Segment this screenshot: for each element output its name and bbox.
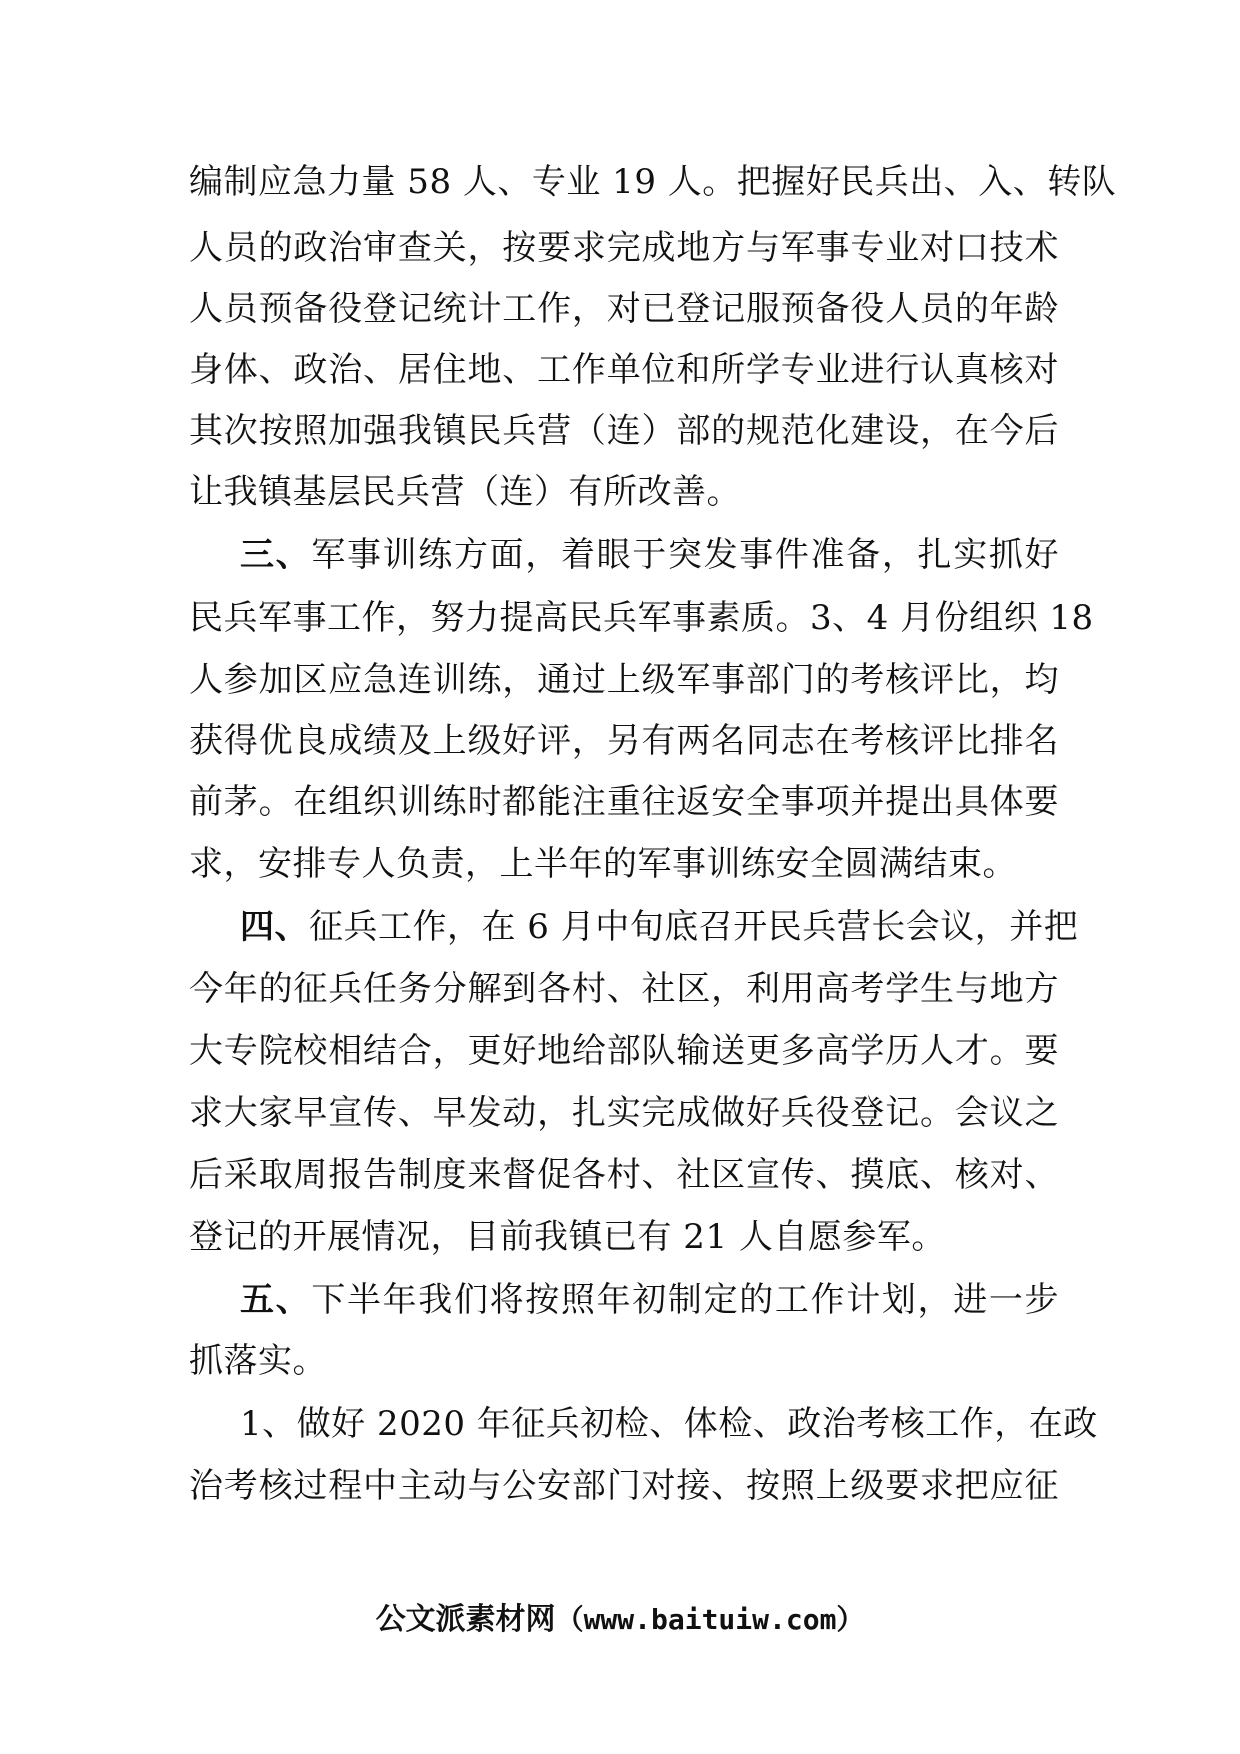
section-number: 三、: [240, 535, 312, 575]
document-line: [189, 287, 1059, 331]
line-text: 今年的征兵任务分解到各村、社区，利用高考学生与地方: [189, 969, 1059, 1009]
line-text: 人参加区应急连训练，通过上级军事部门的考核评比，均: [189, 660, 1059, 700]
line-text: 人员的政治审查关，按要求完成地方与军事专业对口技术: [189, 228, 1059, 268]
footer-site-name: 公文派素材网: [375, 1602, 556, 1637]
document-line: [189, 1215, 1059, 1259]
document-line: [189, 470, 1059, 514]
line-text: 军事训练方面，着眼于突发事件准备，扎实抓好: [311, 535, 1060, 575]
line-text: 1、做好 2020 年征兵初检、体检、政治考核工作，在政: [240, 1404, 1098, 1444]
line-text: 其次按照加强我镇民兵营（连）部的规范化建设，在今后: [189, 411, 1059, 451]
document-line: [189, 1153, 1059, 1197]
document-line: [189, 596, 1094, 640]
document-line: [240, 905, 1079, 949]
document-line: [189, 160, 1117, 204]
document-line: [189, 1091, 1059, 1135]
document-line: [189, 967, 1059, 1011]
document-line: [189, 1464, 1059, 1508]
line-text: 民兵军事工作，努力提高民兵军事素质。3、4 月份组织 18: [189, 598, 1094, 638]
line-text: 下半年我们将按照年初制定的工作计划，进一步: [311, 1280, 1060, 1320]
document-line: [240, 1402, 1098, 1446]
line-text: 身体、政治、居住地、工作单位和所学专业进行认真核对: [189, 350, 1059, 390]
line-text: 登记的开展情况，目前我镇已有 21 人自愿参军。: [189, 1217, 946, 1257]
line-text: 大专院校相结合，更好地给部队输送更多高学历人才。要: [189, 1031, 1059, 1071]
document-line: [240, 533, 1059, 577]
line-text: 编制应急力量 58 人、专业 19 人。把握好民兵出、入、转队: [189, 162, 1117, 202]
line-text: 让我镇基层民兵营（连）有所改善。: [189, 472, 741, 512]
document-line: [189, 409, 1059, 453]
document-line: [189, 658, 1059, 702]
section-number: 四、: [240, 907, 309, 947]
document-line: [240, 1278, 1059, 1322]
line-text: 前茅。在组织训练时都能注重往返安全事项并提出具体要: [189, 782, 1059, 822]
document-line: [189, 1339, 1059, 1383]
document-line: [189, 780, 1059, 824]
section-number: 五、: [240, 1280, 312, 1320]
line-text: 后采取周报告制度来督促各村、社区宣传、摸底、核对、: [189, 1155, 1059, 1195]
footer-watermark: [0, 1600, 1240, 1640]
document-line: [189, 719, 1059, 763]
line-text: 人员预备役登记统计工作，对已登记服预备役人员的年龄: [189, 289, 1059, 329]
document-line: [189, 842, 1059, 886]
line-text: 获得优良成绩及上级好评，另有两名同志在考核评比排名: [189, 721, 1059, 761]
line-text: 求大家早宣传、早发动，扎实完成做好兵役登记。会议之: [189, 1093, 1059, 1133]
document-line: [189, 226, 1059, 270]
line-text: 征兵工作，在 6 月中旬底召开民兵营长会议，并把: [309, 907, 1079, 947]
line-text: 抓落实。: [189, 1341, 327, 1381]
document-line: [189, 1029, 1059, 1073]
line-text: 求，安排专人负责，上半年的军事训练安全圆满结束。: [189, 844, 1017, 884]
document-line: [189, 348, 1059, 392]
line-text: 治考核过程中主动与公安部门对接、按照上级要求把应征: [189, 1466, 1059, 1506]
footer-url: （www.baituiw.com）: [555, 1603, 865, 1636]
